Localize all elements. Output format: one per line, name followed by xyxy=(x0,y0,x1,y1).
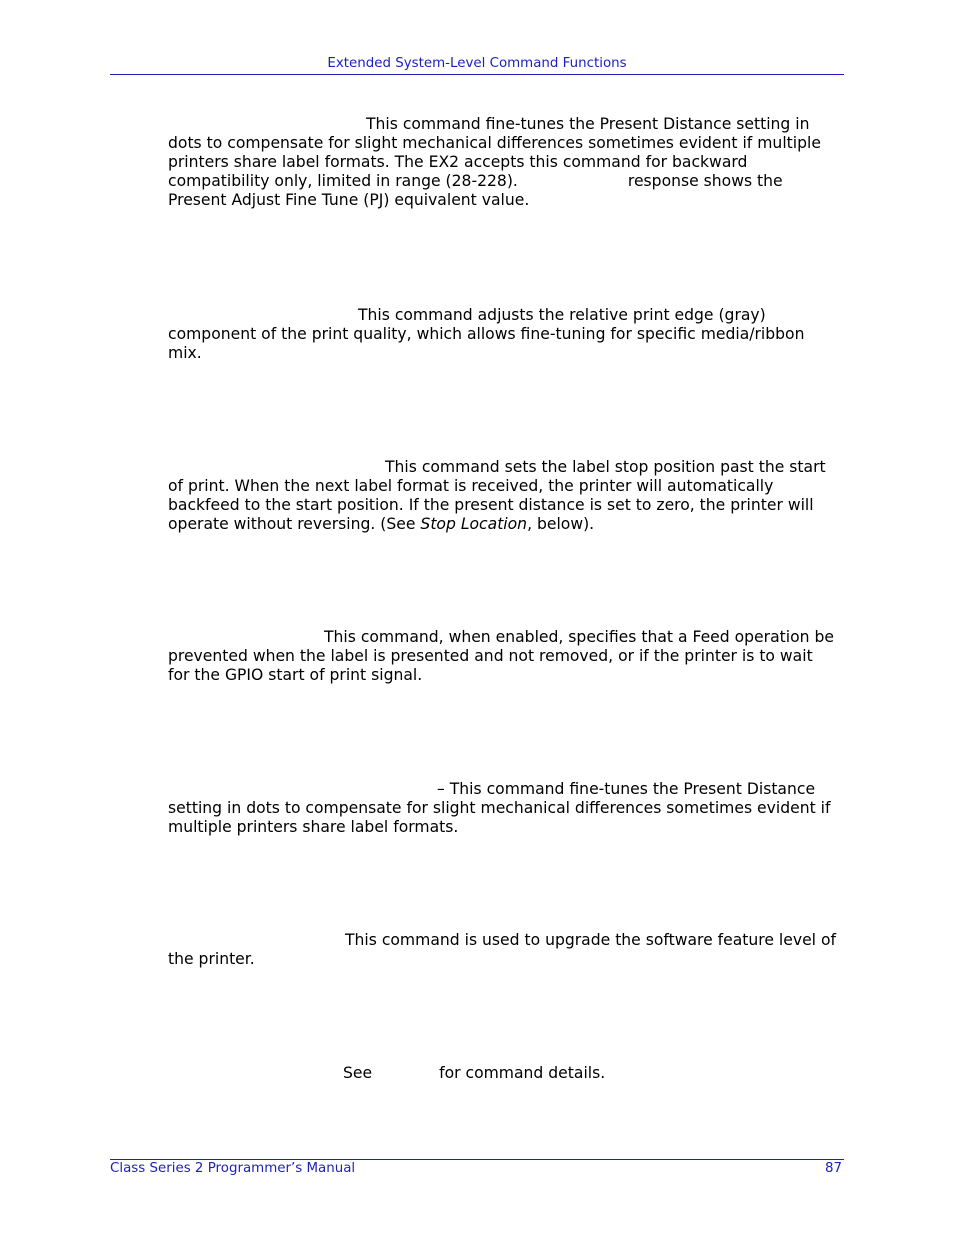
stop-location-reference: Stop Location xyxy=(420,515,528,533)
text-line: printers share label formats. The EX2 accepts this command for backward xyxy=(168,153,748,171)
page-number: 87 xyxy=(824,1161,842,1176)
text-line: This command fine-tunes the Present Distance setting in xyxy=(366,115,810,133)
text-line: component of the print quality, which allows fine-tuning for specific media/ribbon xyxy=(168,325,805,343)
text-line: compatibility only, limited in range (28-228). response shows the xyxy=(168,172,783,190)
text-line: backfeed to the start position. If the present distance is set to zero, the printer will xyxy=(168,496,814,514)
text-line: This command, when enabled, specifies that a Feed operation be xyxy=(324,628,834,646)
text-line: the printer. xyxy=(168,950,255,968)
text-line: setting in dots to compensate for slight mechanical differences sometimes evident if xyxy=(168,799,831,817)
paragraph-present-distance xyxy=(168,458,848,534)
text-line: for the GPIO start of print signal. xyxy=(168,666,423,684)
text-line: See for command details. xyxy=(343,1064,606,1082)
paragraph-software-upgrade xyxy=(168,931,848,969)
footer-manual-title: Class Series 2 Programmer’s Manual xyxy=(110,1161,356,1176)
text-line: multiple printers share label formats. xyxy=(168,818,459,836)
text-line: mix. xyxy=(168,344,202,362)
text-line: Present Adjust Fine Tune (PJ) equivalent value. xyxy=(168,191,530,209)
paragraph-present-adjust-fine-tune xyxy=(168,780,848,837)
paragraph-print-contrast xyxy=(168,306,848,363)
text-line: This command adjusts the relative print edge (gray) xyxy=(358,306,766,324)
text-line: dots to compensate for slight mechanical differences sometimes evident if multiple xyxy=(168,134,821,152)
text-line: operate without reversing. (See Stop Location, below). xyxy=(168,515,595,533)
text-line: – This command fine-tunes the Present Distance xyxy=(437,780,816,798)
text-line: prevented when the label is presented and not removed, or if the printer is to wait xyxy=(168,647,813,665)
paragraph-feed-lockout xyxy=(168,628,848,685)
footer-divider xyxy=(110,1159,844,1160)
running-header: Extended System-Level Command Functions xyxy=(327,56,627,71)
paragraph-see-reference xyxy=(168,1064,848,1083)
text-line: of print. When the next label format is received, the printer will automatically xyxy=(168,477,774,495)
text-line: This command is used to upgrade the software feature level of xyxy=(345,931,836,949)
text-line: This command sets the label stop position past the start xyxy=(385,458,826,476)
paragraph-present-adjust xyxy=(168,115,848,210)
header-divider xyxy=(110,74,844,75)
